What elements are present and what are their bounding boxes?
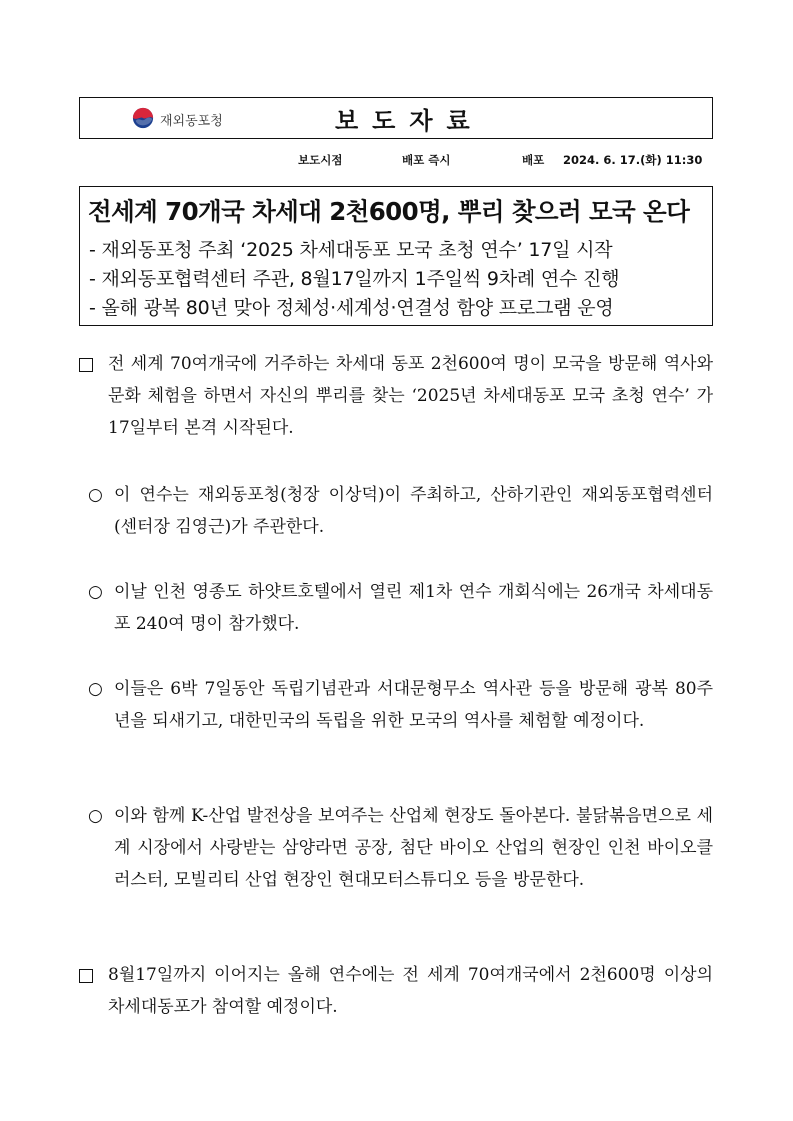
bullet-circle-icon: ○	[88, 679, 103, 699]
bullet-paragraph-1: 이 연수는 재외동포청(청장 이상덕)이 주최하고, 산하기관인 재외동포협력센터(센터장 김영근)가 주관한다.	[114, 485, 713, 537]
release-date-label: 배포	[522, 153, 545, 167]
agency-name: 재외동포청	[160, 114, 223, 129]
release-timing-value: 배포 즉시	[402, 153, 451, 167]
release-timing-label: 보도시점	[298, 153, 343, 167]
bullet-circle-icon: ○	[88, 582, 103, 602]
subtitle-line-2: - 재외동포협력센터 주관, 8월17일까지 1주일씩 9차례 연수 진행	[89, 268, 620, 290]
checkbox-square-icon	[79, 358, 93, 372]
release-date-value: 2024. 6. 17.(화) 11:30	[563, 153, 703, 167]
paragraph-1: 전 세계 70여개국에 거주하는 차세대 동포 2천600여 명이 모국을 방문해 역사와 문화 체험을 하면서 자신의 뿌리를 찾는 ‘2025년 차세대동포 모국 초청 연수’ 가 17일부터 본격 시작된다.	[108, 354, 713, 438]
bullet-circle-icon: ○	[88, 485, 103, 505]
headline-box	[79, 186, 713, 326]
bullet-circle-icon: ○	[88, 806, 103, 826]
press-header-box	[79, 97, 713, 139]
subtitle-line-3: - 올해 광복 80년 맞아 정체성·세계성·연결성 함양 프로그램 운영	[89, 297, 614, 319]
subtitle-line-1: - 재외동포청 주최 ‘2025 차세대동포 모국 초청 연수’ 17일 시작	[89, 239, 613, 261]
doc-type-title: 보도자료	[335, 107, 484, 135]
bullet-paragraph-4: 이와 함께 K-산업 발전상을 보여주는 산업체 현장도 돌아본다. 불닭볶음면으로 세계 시장에서 사랑받는 삼양라면 공장, 첨단 바이오 산업의 현장인 인천 바이오클러스터, 모빌리티 산업 현장인 현대모터스튜디오 등을 방문한다.	[114, 806, 713, 890]
paragraph-2: 8월17일까지 이어지는 올해 연수에는 전 세계 70여개국에서 2천600명 이상의 차세대동포가 참여할 예정이다.	[108, 965, 713, 1017]
bullet-paragraph-3: 이들은 6박 7일동안 독립기념관과 서대문형무소 역사관 등을 방문해 광복 80주년을 되새기고, 대한민국의 독립을 위한 모국의 역사를 체험할 예정이다.	[114, 679, 713, 731]
government-logo-icon	[132, 107, 154, 129]
checkbox-square-icon	[79, 969, 93, 983]
main-headline: 전세계 70개국 차세대 2천600명, 뿌리 찾으러 모국 온다	[88, 197, 690, 226]
bullet-paragraph-2: 이날 인천 영종도 하얏트호텔에서 열린 제1차 연수 개회식에는 26개국 차세대동포 240여 명이 참가했다.	[114, 582, 713, 634]
